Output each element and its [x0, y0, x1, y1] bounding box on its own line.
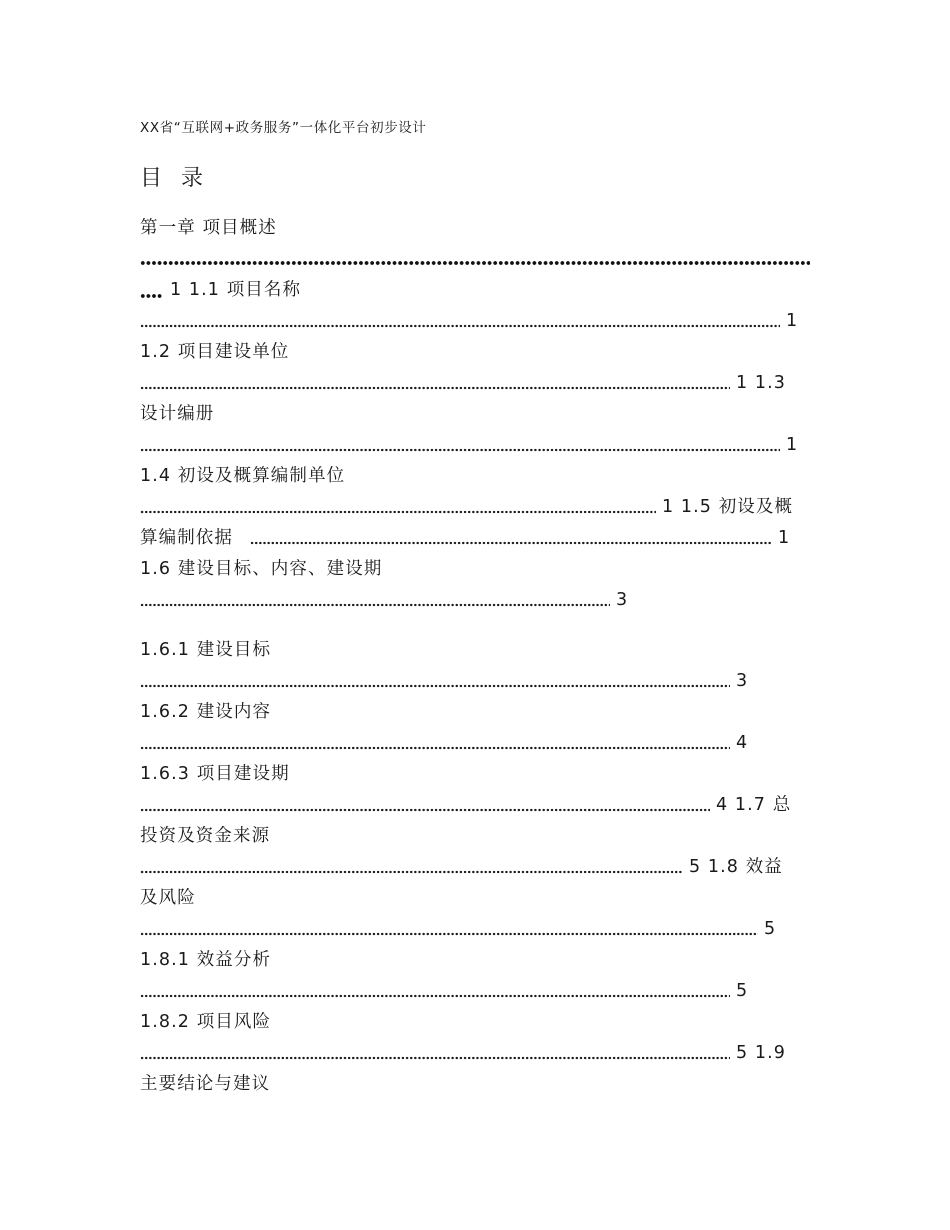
toc-entry-1-4[interactable] [140, 464, 345, 488]
toc-leader-1-6-1 [140, 669, 748, 693]
toc-page-number: 5 1.9 [736, 1043, 787, 1063]
toc-page-number: 5 1.8 效益 [689, 857, 783, 877]
toc-leader-1-2 [140, 371, 786, 395]
toc-entry-1-2[interactable] [140, 340, 289, 364]
toc-entry-label: 投资及资金来源 [140, 826, 271, 846]
toc-entry-1-9[interactable] [140, 1072, 270, 1096]
toc-leader-1-6 [140, 588, 628, 612]
toc-entry-1-6[interactable] [140, 557, 382, 581]
toc-page-number: 5 [764, 919, 777, 939]
toc-entry-label: 主要结论与建议 [140, 1074, 271, 1094]
toc-entry-1-6-3[interactable] [140, 762, 290, 786]
toc-entry-1-8-2[interactable] [140, 1010, 271, 1034]
toc-page-number: 1 [786, 311, 799, 331]
toc-leader-1-6-3 [140, 793, 791, 817]
toc-entry-label: 算编制依据 [140, 528, 233, 548]
toc-entry-label: 1.8.1 效益分析 [140, 950, 272, 970]
toc-entry-1-5[interactable] [140, 526, 233, 550]
toc-leader-1-7 [140, 855, 783, 879]
toc-page-number: 1 1.3 [736, 373, 787, 393]
toc-page-number: 1 1.5 初设及概 [662, 497, 794, 517]
toc-entry-label: 1.4 初设及概算编制单位 [140, 466, 346, 486]
toc-leader-1-3 [140, 433, 798, 457]
toc-leader-1-4 [140, 495, 793, 519]
toc-entry-1-8-1[interactable] [140, 948, 271, 972]
toc-entry-label: 第一章 项目概述 [140, 218, 277, 238]
toc-leader-1-8 [140, 917, 776, 941]
toc-page-number: 3 [616, 590, 629, 610]
toc-page-number: 1 [778, 528, 791, 548]
toc-entry-label: 1.2 项目建设单位 [140, 342, 290, 362]
toc-entry-label: 1 1.1 项目名称 [170, 280, 302, 300]
toc-entry-1-6-2[interactable] [140, 700, 271, 724]
toc-page-number: 4 [736, 733, 749, 753]
toc-leader-1-5 [250, 526, 790, 550]
toc-entry-label: 设计编册 [140, 404, 215, 424]
toc-page-number: 3 [736, 671, 749, 691]
toc-entry-label: 及风险 [140, 888, 196, 908]
toc-entry-label: 1.8.2 项目风险 [140, 1012, 272, 1032]
toc-entry-1-8[interactable] [140, 886, 196, 910]
toc-entry-label: 1.6.2 建设内容 [140, 702, 272, 722]
toc-entry-1-7[interactable] [140, 824, 270, 848]
document-header: XX省“互联网+政务服务”一体化平台初步设计 [140, 120, 427, 136]
toc-title: 目 录 [140, 166, 209, 191]
toc-entry-label: 1.6.3 项目建设期 [140, 764, 290, 784]
toc-entry-1-6-1[interactable] [140, 638, 271, 662]
toc-leader-1-8-1 [140, 979, 748, 1003]
toc-entry-label: 1.6.1 建设目标 [140, 640, 272, 660]
toc-page-number: 4 1.7 总 [716, 795, 792, 815]
toc-entry-1-3[interactable] [140, 402, 214, 426]
toc-leader-bold-continued [140, 280, 162, 300]
toc-leader-1-1 [140, 309, 798, 333]
toc-page-number: 1 [786, 435, 799, 455]
toc-leader-bold [140, 254, 810, 266]
toc-leader-1-6-2 [140, 731, 748, 755]
toc-leader-1-8-2 [140, 1041, 786, 1065]
toc-entry-label: 1.6 建设目标、内容、建设期 [140, 559, 383, 579]
toc-page-number: 5 [736, 981, 749, 1001]
toc-entry-1-1[interactable] [140, 278, 301, 302]
toc-chapter-1[interactable] [140, 216, 277, 240]
